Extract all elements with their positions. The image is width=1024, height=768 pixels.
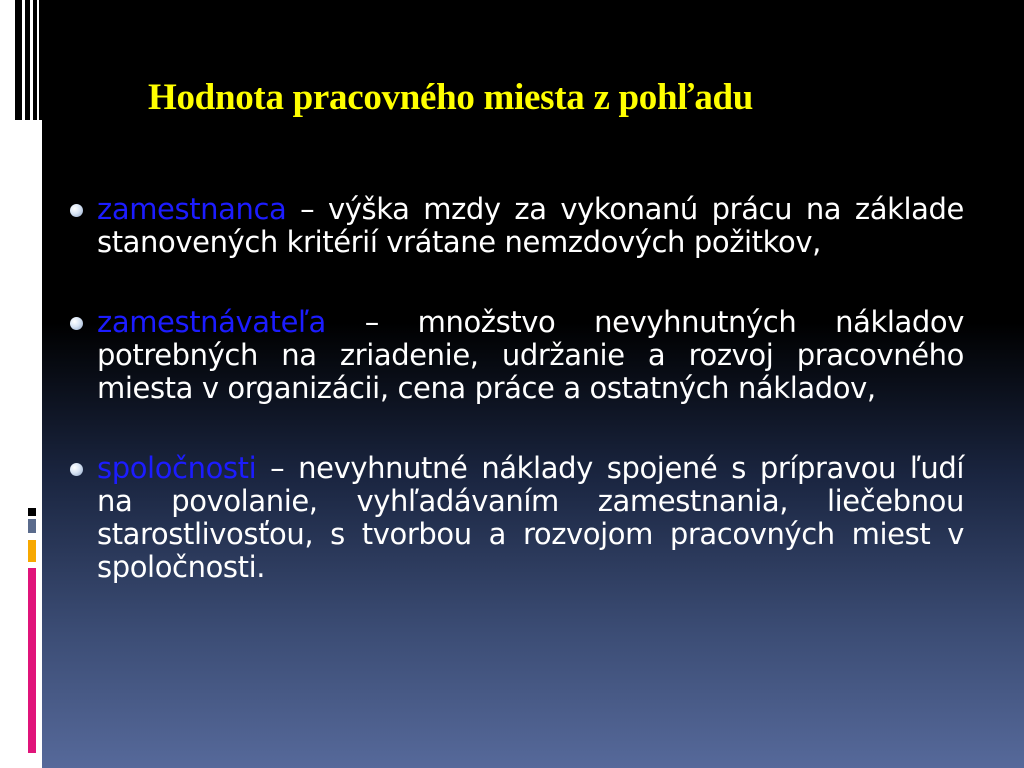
decor-bar-black-top-3 [33,0,37,120]
bullet-description: – výška mzdy za vykonanú prácu na základe stanovených kritérií vrátane nemzdových požitkov, [97,192,964,259]
bullet-description: – nevyhnutné náklady spojené s prípravou ľudí na povolanie, vyhľadávaním zamestnania, liečebnou starostlivosťou, s tvorbou a rozvojom pracovných miest v spoločnosti. [97,451,964,584]
slide-title: Hodnota pracovného miesta z pohľadu [148,77,754,118]
left-decorative-strip [0,0,42,768]
bullet-term: zamestnanca [97,192,287,226]
decor-bar-black-top-1 [15,0,22,120]
bullet-dot-icon [70,463,83,476]
decor-bar-pink [28,568,36,753]
bullet-list [62,193,964,631]
bullet-dot-icon [70,317,83,330]
bullet-term: zamestnávateľa [97,305,326,339]
bullet-dot-icon [70,204,83,217]
bullet-term: spoločnosti [97,451,257,485]
bullet-text [97,452,964,584]
decor-bar-orange [28,540,36,562]
decor-bar-slate [28,519,36,533]
bullet-text [97,193,964,259]
bullet-item-zamestnavatela [62,306,964,405]
decor-bar-black-top-2 [25,0,30,120]
bullet-description: – množstvo nevyhnutných nákladov potrebných na zriadenie, udržanie a rozvoj pracovného miesta v organizácii, cena práce a ostatných nákladov, [97,305,964,405]
bullet-text [97,306,964,405]
decor-bar-black-bottom-1 [28,508,36,516]
bullet-item-spolocnosti [62,452,964,584]
bullet-item-zamestnanca [62,193,964,259]
